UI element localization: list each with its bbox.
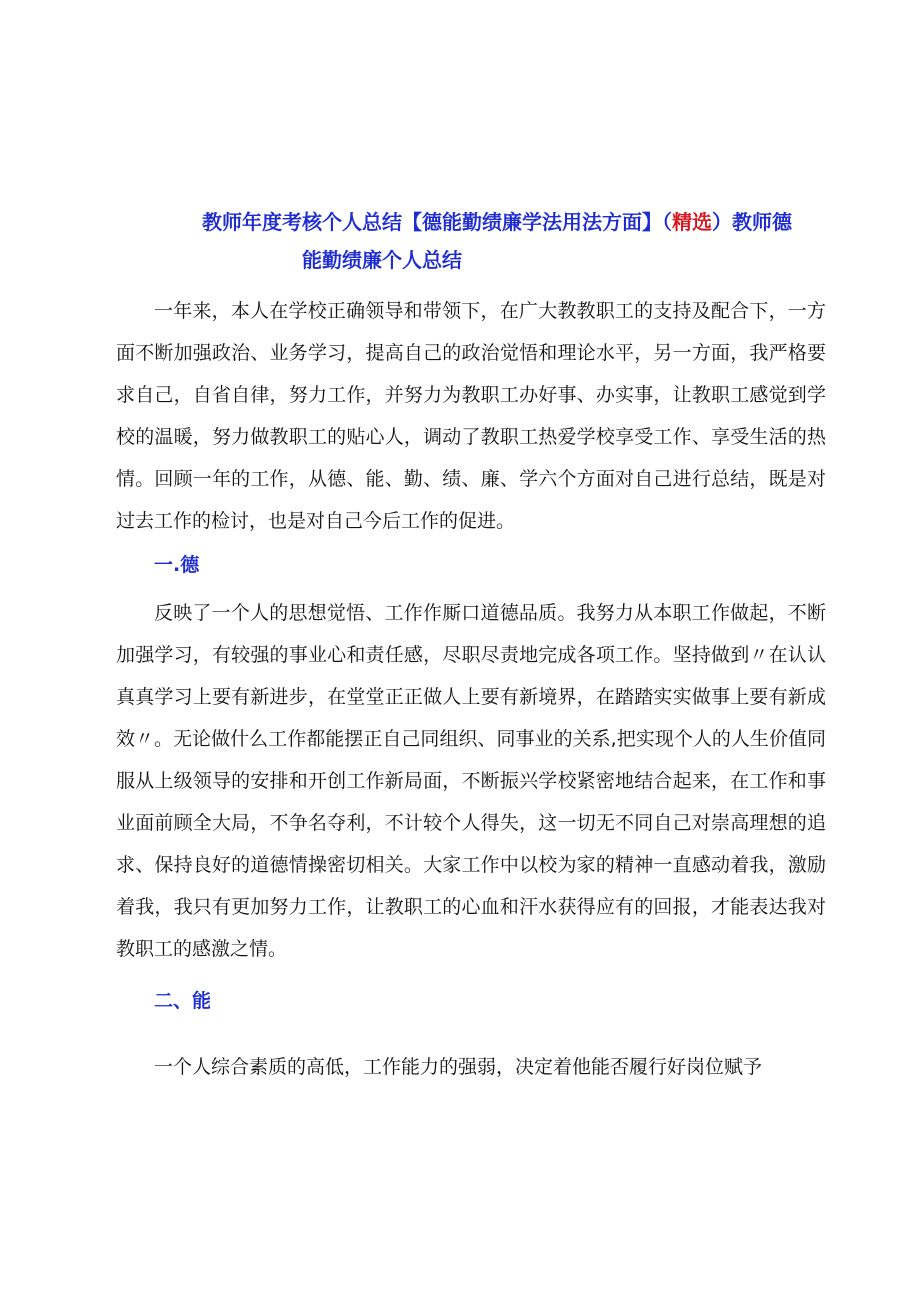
intro-section (116, 290, 826, 542)
intro-paragraph: 一年来，本人在学校正确领导和带领下，在广大教教职工的支持及配合下，一方面不断加强政治、业务学习，提高自己的政治觉悟和理论水平，另一方面，我严格要求自己，自省自律，努力工作，并努力为教职工办好事、办实事，让教职工感觉到学校的温暖，努力做教职工的贴心人，调动了教职工热爱学校享受工作、享受生活的热情。回顾一年的工作，从德、能、勤、绩、廉、学六个方面对自己进行总结，既是对过去工作的检讨，也是对自己今后工作的促进。 (116, 300, 826, 532)
title-line-1 (116, 203, 816, 241)
section-neng-body (116, 1046, 826, 1088)
title-highlight: 精选 (672, 210, 712, 234)
section-de-paragraph: 反映了一个人的思想觉悟、工作作厮口道德品质。我努力从本职工作做起，不断加强学习，有较强的事业心和责任感，尽职尽责地完成各项工作。坚持做到〃在认认真真学习上要有新进步，在堂堂正正做人上要有新境界，在踏踏实实做事上要有新成效〃。无论做什么工作都能摆正自己同组织、同事业的关系,把实现个人的人生价值同服从上级领导的安排和开创工作新局面，不断振兴学校紧密地结合起来，在工作和事业面前顾全大局，不争名夺利，不计较个人得失，这一切无不同自己对崇高理想的追求、保持良好的道德情操密切相关。大家工作中以校为家的精神一直感动着我，激励着我，我只有更加努力工作，让教职工的心血和汗水获得应有的回报，才能表达我对教职工的感激之情。 (116, 602, 826, 960)
section-heading-de: 一.德 (154, 554, 200, 576)
title-line-2: 能勤绩廉个人总结 (302, 248, 462, 272)
title-part-1: 教师年度考核个人总结【德能勤绩廉学法用法方面】（ (202, 210, 672, 234)
title-part-2: ）教师德 (712, 210, 792, 234)
section-de-body (116, 592, 826, 970)
section-neng-paragraph: 一个人综合素质的高低，工作能力的强弱，决定着他能否履行好岗位赋予 (154, 1056, 763, 1078)
section-heading-neng: 二、能 (154, 990, 212, 1012)
document-title (116, 203, 816, 279)
